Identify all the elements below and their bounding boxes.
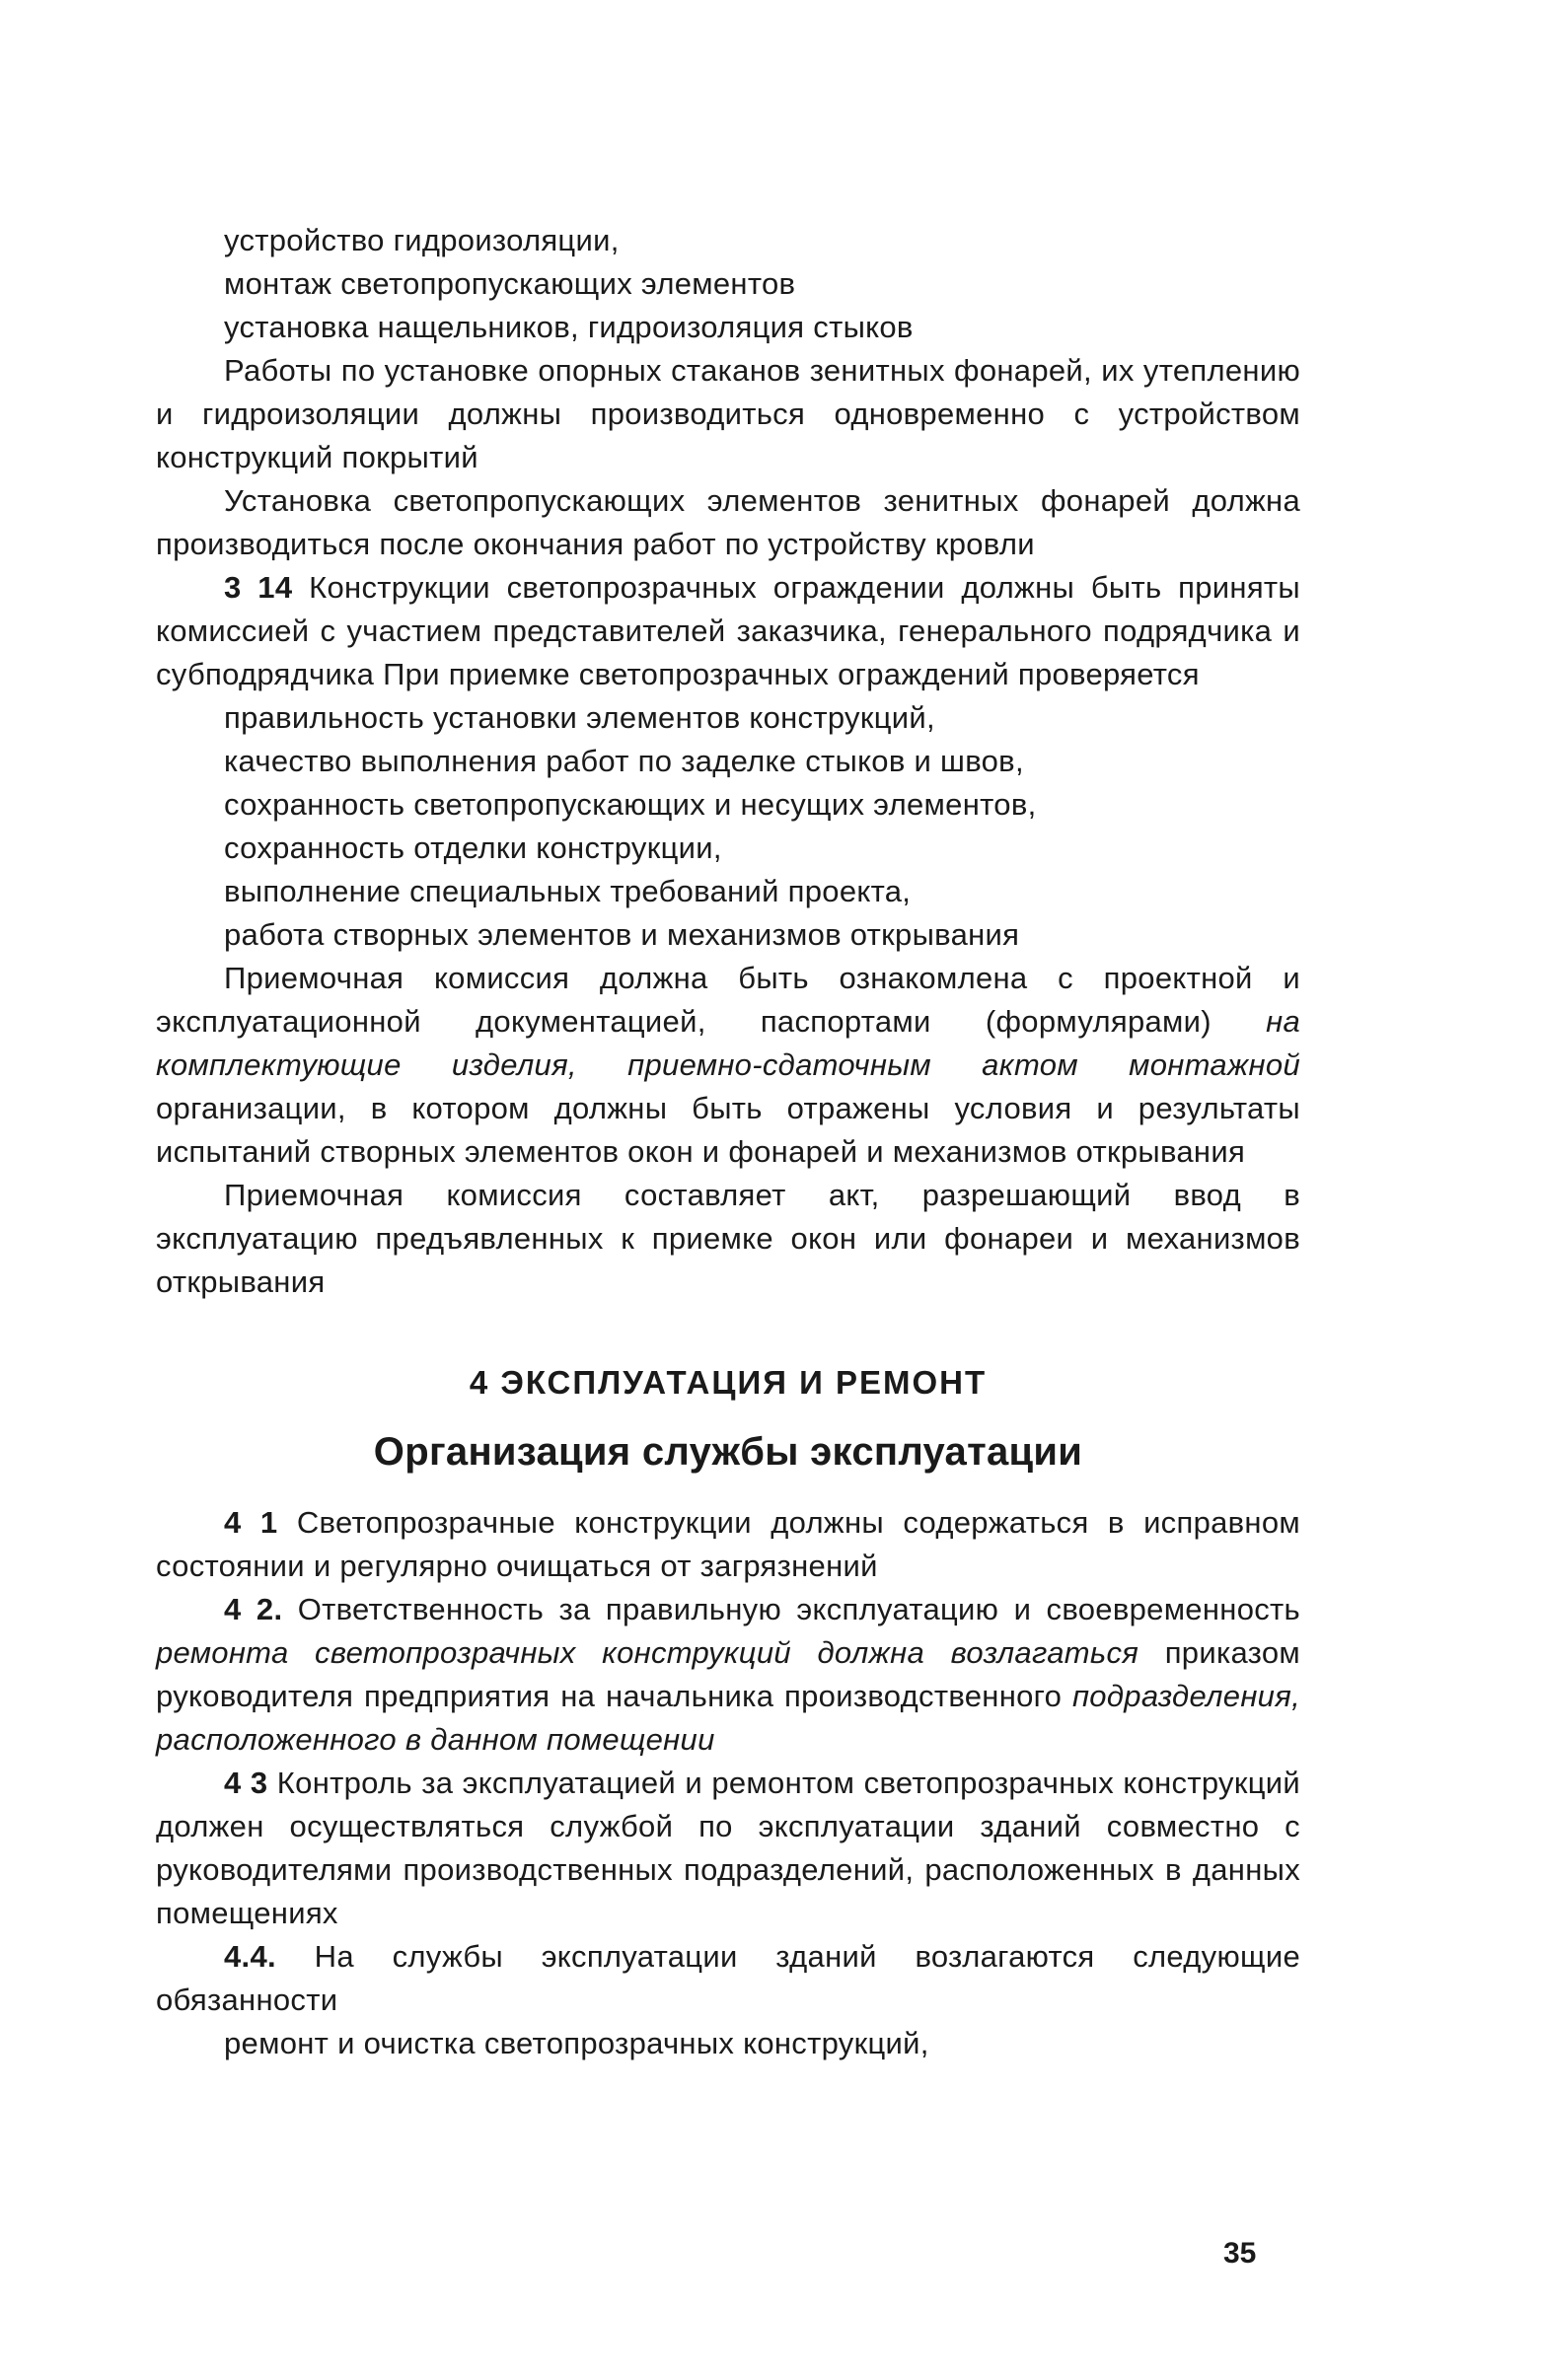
clause-number: 4.4.: [224, 1939, 276, 1974]
clause-text: приказом руководителя предприятия на начальника производственного: [156, 1635, 1300, 1713]
clause-number: 4 3: [224, 1766, 268, 1800]
clause-italic-text: ремонта светопрозрачных конструкций должна возлагаться: [156, 1635, 1139, 1670]
subsection-title: Организация службы эксплуатации: [373, 1430, 1083, 1474]
paragraph: Работы по установке опорных стаканов зенитных фонарей, их утеплению и гидроизоляции должны производиться одновременно с устройством конструкций покрытий: [156, 353, 1300, 474]
clause-text: Контроль за эксплуатацией и ремонтом светопрозрачных конструкций должен осуществляться службой по эксплуатации зданий совместно с руководителями производственных подразделений, расположенных в данных помещениях: [156, 1766, 1301, 1930]
clause-italic-text: подразделения, расположенного в данном помещении: [156, 1679, 1300, 1757]
paragraph-text: Приемочная комиссия должна быть ознакомлена с проектной и эксплуатационной документацией, паспортами (формулярами): [156, 961, 1300, 1039]
clause-number: 4 2.: [224, 1592, 283, 1626]
clause-number: 3 14: [224, 570, 293, 605]
list-item: правильность установки элементов конструкций,: [224, 700, 935, 735]
list-item: работа створных элементов и механизмов открывания: [224, 917, 1020, 952]
clause-text: Светопрозрачные конструкции должны содержаться в исправном состоянии и регулярно очищаться от загрязнений: [156, 1505, 1300, 1583]
paragraph: Установка светопропускающих элементов зенитных фонарей должна производиться после окончания работ по устройству кровли: [156, 483, 1300, 561]
list-item: выполнение специальных требований проекта,: [224, 874, 912, 908]
clause-4-3: [156, 1762, 1300, 1935]
clause-4-4: [156, 1935, 1300, 2022]
list-item: сохранность отделки конструкции,: [224, 830, 722, 865]
list-item: монтаж светопропускающих элементов: [224, 266, 796, 301]
document-page: [156, 219, 1300, 2065]
commission-paragraph: Приемочная комиссия составляет акт, разрешающий ввод в эксплуатацию предъявленных к приемке окон или фонареи и механизмов открывания: [156, 1178, 1300, 1299]
clause-number: 4 1: [224, 1505, 278, 1540]
clause-3-14: [156, 566, 1300, 696]
clause-text: Ответственность за правильную эксплуатацию и своевременность: [297, 1592, 1300, 1626]
clause-text: Конструкции светопрозрачных ограждении должны быть приняты комиссией с участием представителей заказчика, генерального подрядчика и субподрядчика При приемке светопрозрачных ограждений проверяется: [156, 570, 1300, 691]
clause-4-1: [156, 1501, 1300, 1588]
clause-4-2: [156, 1588, 1300, 1762]
section-title: 4 ЭКСПЛУАТАЦИЯ И РЕМОНТ: [469, 1364, 988, 1401]
list-item: ремонт и очистка светопрозрачных конструкций,: [224, 2026, 929, 2060]
paragraph-text: организации, в котором должны быть отражены условия и результаты испытаний створных элементов окон и фонарей и механизмов открывания: [156, 1091, 1300, 1169]
list-item: качество выполнения работ по заделке стыков и швов,: [224, 744, 1024, 778]
list-item: устройство гидроизоляции,: [224, 223, 620, 257]
commission-paragraph: [156, 957, 1300, 1174]
clause-text: На службы эксплуатации зданий возлагаются следующие обязанности: [156, 1939, 1300, 2017]
list-item: сохранность светопропускающих и несущих элементов,: [224, 787, 1037, 822]
page-number: 35: [1223, 2237, 1257, 2270]
list-item: установка нащельников, гидроизоляция стыков: [224, 310, 914, 344]
paragraph-italic-text: на комплектующие изделия, приемно-сдаточным актом монтажной: [156, 1004, 1300, 1082]
